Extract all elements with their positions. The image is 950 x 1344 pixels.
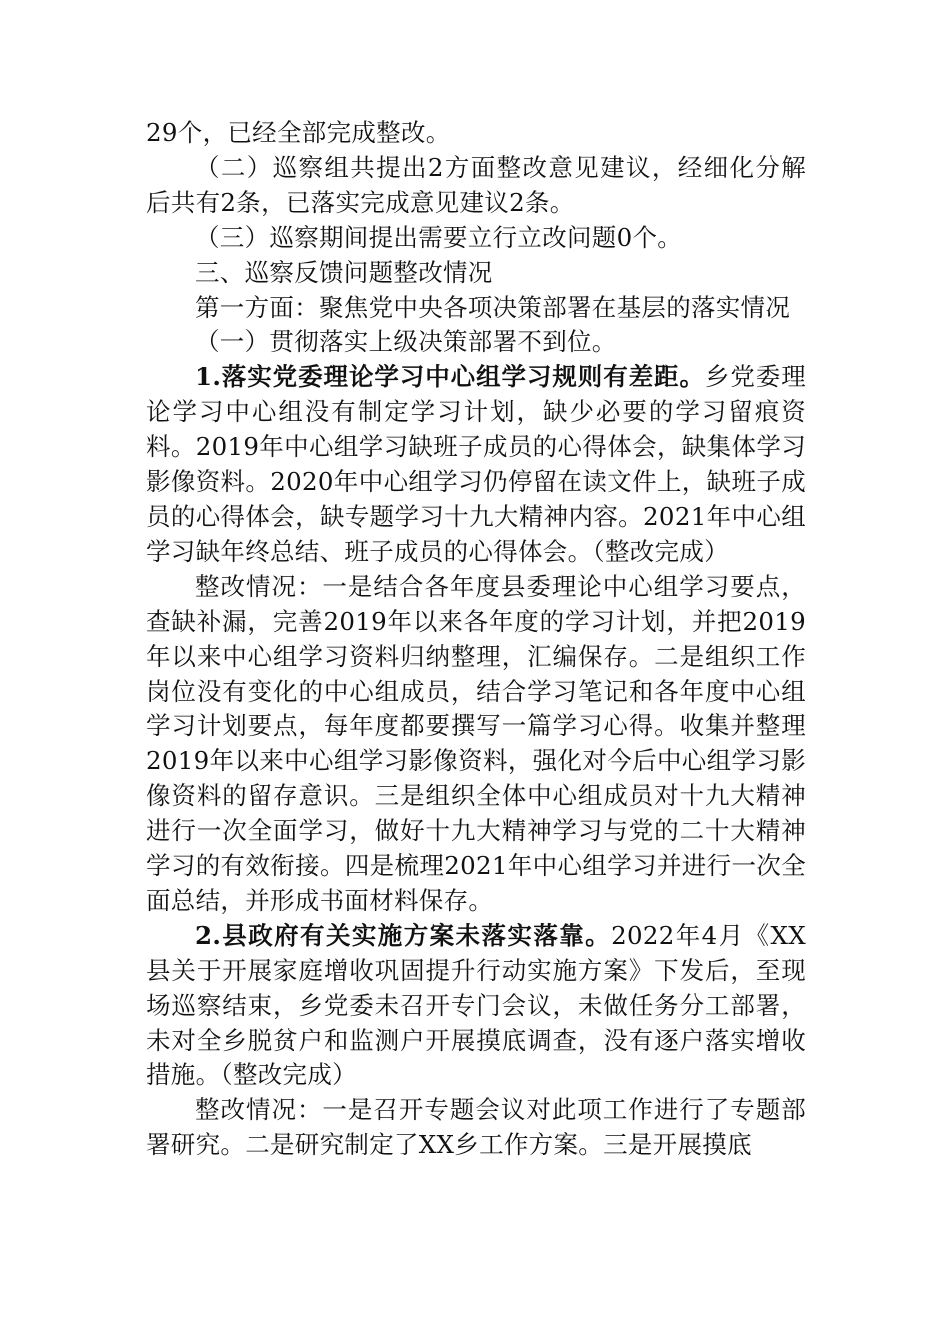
subsection-heading: 第一方面：聚焦党中央各项决策部署在基层的落实情况 xyxy=(195,292,791,322)
problem-paragraph-2 xyxy=(146,919,806,1094)
problem-title-2: 2.县政府有关实施方案未落实落靠。 xyxy=(195,920,612,950)
rectification-paragraph-1: 整改情况：一是结合各年度县委理论中心组学习要点，查缺补漏，完善2019年以来各年度的学习计划，并把2019年以来中心组学习资料归纳整理，汇编保存。二是组织工作岗位没有变化的中心组成员，结合学习笔记和各年度中心组学习计划要点，每年度都要撰写一篇学习心得。收集并整理2019年以来中心组学习影像资料，强化对今后中心组学习影像资料的留存意识。三是组织全体中心组成员对十九大精神进行一次全面学习，做好十九大精神学习与党的二十大精神学习的有效衔接。四是梳理2021年中心组学习并进行一次全面总结，并形成书面材料保存。 xyxy=(146,571,806,915)
paragraph-item-two: （二）巡察组共提出2方面整改意见建议，经细化分解后共有2条，已落实完成意见建议2条。 xyxy=(146,152,806,217)
rectification-paragraph-2: 整改情况：一是召开专题会议对此项工作进行了专题部署研究。二是研究制定了XX乡工作方案。三是开展摸底 xyxy=(146,1095,806,1160)
problem-category-heading: （一）贯彻落实上级决策部署不到位。 xyxy=(195,327,617,357)
problem-title-1: 1.落实党委理论学习中心组学习规则有差距。 xyxy=(195,362,705,392)
paragraph-continuation: 29个，已经全部完成整改。 xyxy=(146,118,451,147)
section-heading: 三、巡察反馈问题整改情况 xyxy=(195,257,493,287)
problem-body-2: 2022年4月《XX县关于开展家庭增收巩固提升行动实施方案》下发后，至现场巡察结束，乡党委未召开专门会议，未做任务分工部署，未对全乡脱贫户和监测户开展摸底调查，没有逐户落实增收措施。（整改完成） xyxy=(146,920,806,1090)
paragraph-item-three: （三）巡察期间提出需要立行立改问题0个。 xyxy=(195,222,683,252)
document-body xyxy=(146,116,806,1163)
problem-body-1: 乡党委理论学习中心组没有制定学习计划，缺少必要的学习留痕资料。2019年中心组学习缺班子成员的心得体会，缺集体学习影像资料。2020年中心组学习仍停留在读文件上，缺班子成员的心得体会，缺专题学习十九大精神内容。2021年中心组学习缺年终总结、班子成员的心得体会。（整改完成） xyxy=(146,362,807,566)
problem-paragraph-1 xyxy=(146,360,806,569)
